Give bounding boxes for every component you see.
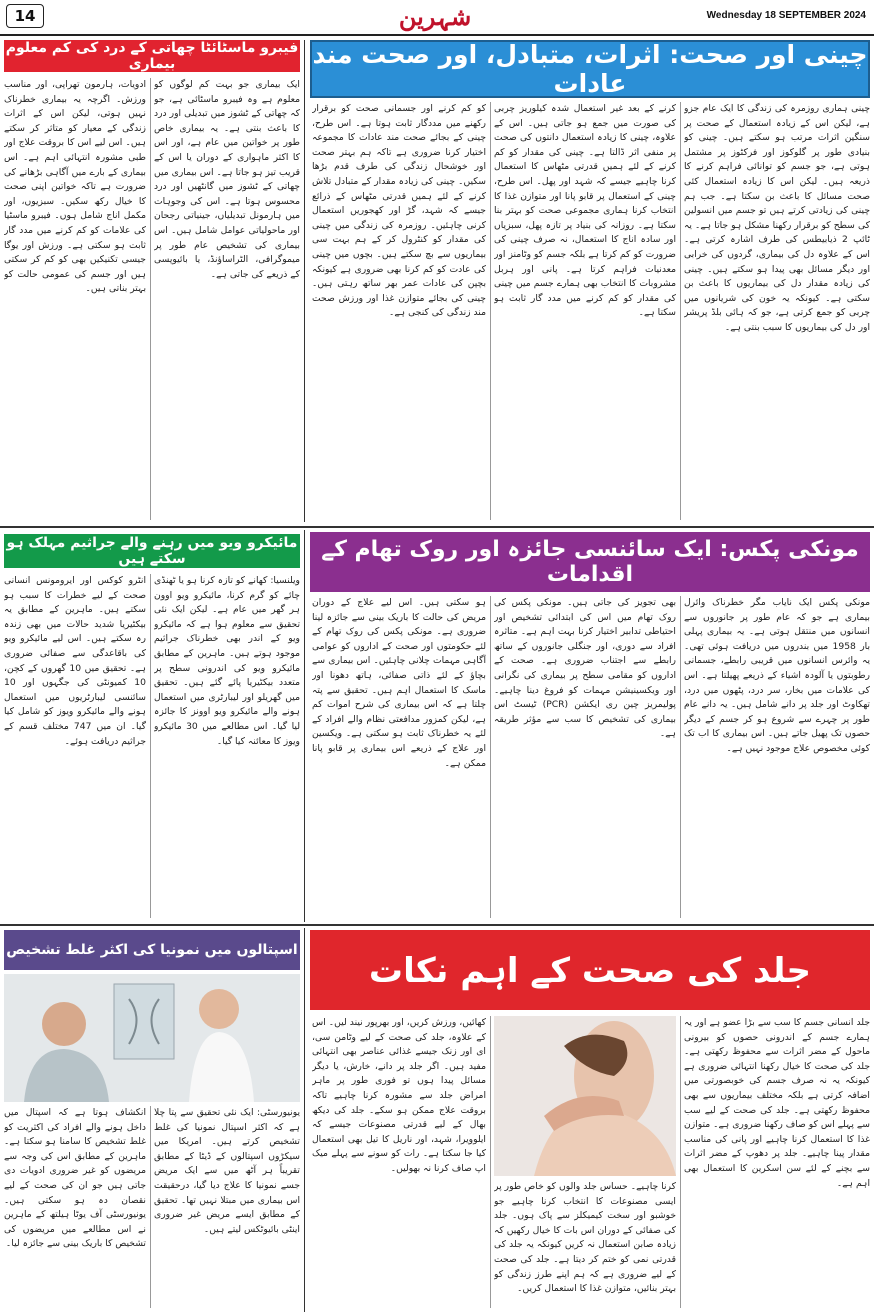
skin-headline-band [310, 930, 870, 1010]
pneumonia-column-2: انکشاف ہوتا ہے کہ اسپتال میں داخل ہونے والے افراد کی اکثریت کو غلط تشخیص کا سامنا ہو سکتا ہے۔ ماہرین کے مطابق اس کی وجہ سے مریضوں کو غیر ضروری ادویات دی جاتی ہیں جو ان کی صحت کے لیے نقصان دہ ہو سکتی ہیں۔ یونیورسٹی آف یوٹا ہیلتھ کے ماہرین نے اس مطالعے میں مریضوں کی تشخیص کا باریک بینی سے جائزہ لیا۔ [4, 1107, 146, 1250]
monkeypox-column-3: ہو سکتی ہیں۔ اس لیے علاج کے دوران مریض کی حالت کا باریک بینی سے جائزہ لینا ضروری ہے۔ مونکی پکس کی روک تھام کے لئے حکومتوں اور صحت کے اداروں کو عوامی آگاہی مہمات چلانی چاہئیں۔ اس بیماری سے بچاؤ کے لئے ذاتی صفائی، ہاتھ دھونا اور ماسک کا استعمال اہم ہیں۔ تحقیق سے پتہ چلتا ہے کہ اس بیماری کی شرح اموات کم ہے، لیکن کمزور مدافعتی نظام والے افراد کے لئے یہ خطرناک ثابت ہو سکتی ہے۔ ویکسین اور علاج کے ذریعے اس بیماری پر قابو پانا ممکن ہے۔ [312, 597, 486, 769]
divider [150, 1106, 151, 1308]
breast-headline-band [4, 40, 300, 72]
pneumonia-headline-band [4, 930, 300, 970]
breast-headline: فیبرو ماسٹائٹا چھاتی کے درد کی کم معلوم بیماری [5, 40, 299, 72]
breast-column-1: ایک بیماری جو بہت کم لوگوں کو معلوم ہے وہ فیبرو ماسٹائی ہے، جو کہ چھاتی کے ٹشوز میں تبدیلی اور درد کا باعث بنتی ہے۔ یہ بیماری خاص طور پر خواتین میں عام ہے، اور اس کا اکثر ماہواری کے دوران یا اس کے قریب تیز ہو جاتا ہے۔ اس بیماری میں چھاتی کے ٹشوز میں گانٹھیں اور درد محسوس ہوتا ہے۔ اس کی وجوہات میں ہارمونل تبدیلیاں، جینیاتی رجحان اور ماحولیاتی عوامل شامل ہیں۔ اس بیماری کی تشخیص عام طور پر میموگرافی، الٹراساؤنڈ، یا بائیوپسی کے ذریعے کی جاتی ہے۔ [154, 79, 300, 280]
pneumonia-headline: اسپتالوں میں نمونیا کی اکثر غلط تشخیص [6, 942, 298, 958]
divider [304, 40, 305, 522]
skin-column-1: جلد انسانی جسم کا سب سے بڑا عضو ہے اور یہ ہمارے جسم کے اندرونی حصوں کو بیرونی ماحول کے مضر اثرات سے محفوظ رکھتی ہے۔ جلد کی صحت کا خیال رکھنا انتہائی ضروری ہے کیونکہ یہ نہ صرف جسم کی خوبصورتی میں اضافہ کرتی ہے بلکہ مختلف بیماریوں سے بھی محفوظ رکھتی ہے۔ جلد کی صحت کے لیے سب سے پہلے اس کو صاف رکھنا ضروری ہے۔ متوازن غذا کا استعمال کرنا چاہیے اور پانی کی مناسب مقدار پینا چاہیے۔ جلد پر دھوپ کے مضر اثرات سے بچنے کے لئے سن اسکرین کا استعمال بھی اہم ہے۔ [684, 1017, 870, 1189]
divider [680, 596, 681, 918]
pneumonia-photo [4, 974, 300, 1102]
microbes-headline: مائیکرو ویو میں رہنے والے جراثیم مہلک ہو سکتے ہیں [6, 535, 298, 567]
page-header [0, 0, 874, 36]
monkeypox-column-2: بھی تجویز کی جاتی ہیں۔ مونکی پکس کی روک تھام میں اس کی ابتدائی تشخیص اور احتیاطی تدابیر اختیار کرنا بہت اہم ہے۔ متاثرہ افراد سے دوری، اور جنگلی جانوروں کے ساتھ رابطے سے اجتناب ضروری ہے۔ صحت کے اداروں کو مقامی سطح پر بیماری کی نگرانی اور ویکسینیشن مہمات کو فروغ دینا چاہیے۔ پولیمریز چین ری ایکشن (PCR) ٹیسٹ اس بیماری کی تشخیص کا سب سے مؤثر طریقہ ہے۔ [494, 597, 676, 740]
divider [680, 102, 681, 520]
sugar-column-3: کو کم کرنے اور جسمانی صحت کو برقرار رکھنے میں مددگار ثابت ہوتا ہے۔ اس طرح، چینی کے بجائے صحت مند عادات کا مجموعہ اختیار کرنا ضروری ہے تاکہ ہم بہتر صحت اور خوشحال زندگی کی طرف قدم بڑھا سکیں۔ چینی کی زیادہ مقدار کے متبادل تلاش کرنے کے لئے ہمیں قدرتی مٹھاس کے ذرائع جیسے کہ شہد، گڑ اور کھجوریں استعمال کرنی چاہئیں۔ روزمرہ کی زندگی میں چینی کی مقدار کو کنٹرول کر کے ہم بہت سی بیماریوں سے بچ سکتے ہیں۔ بچوں میں چینی کی عادت کو کم کرنا بھی ضروری ہے کیونکہ بچپن کی عادات عمر بھر ساتھ رہتی ہیں۔ چینی کی بجائے متوازن غذا اور ورزش صحت مند زندگی کی کنجی ہے۔ [312, 103, 486, 319]
microbes-column-2: انٹرو کوکس اور ایرومونس انسانی صحت کے لیے خطرات کا سبب ہو سکتے ہیں۔ ماہرین کے مطابق یہ بیکٹیریا شدید حالات میں بھی زندہ رہ سکتے ہیں۔ اس لیے مائیکرو ویو کی باقاعدگی سے صفائی ضروری ہے۔ تحقیق میں 10 گھروں کے کچن، 10 کمیونٹی کی جگہوں اور 10 سائنسی لیبارٹریوں میں استعمال ہونے والے مائیکرو ویوز کو شامل کیا گیا۔ ان میں 747 مختلف قسم کے جراثیم دریافت ہوئے۔ [4, 575, 146, 747]
monkeypox-headline: مونکی پکس: ایک سائنسی جائزہ اور روک تھام کے اقدامات [321, 537, 859, 587]
skin-column-3: کھائیں، ورزش کریں، اور بھرپور نیند لیں۔ اس کے علاوہ، جلد کی صحت کے لیے وٹامن سی، ای اور زنک جیسے غذائی عناصر بھی انتہائی مفید ہیں۔ اگر جلد پر دانے، خارش، یا دیگر مسائل پیدا ہوں تو فوری طور پر ماہر امراض جلد سے مشورہ کرنا چاہیے تاکہ بروقت علاج ممکن ہو سکے۔ جلد کی دیکھ بھال کے لیے قدرتی مصنوعات جیسے کہ ایلوویرا، شہد، اور ناریل کا تیل بھی استعمال کیا جا سکتا ہے۔ رات کو سونے سے پہلے میک اپ صاف کرنا نہ بھولیں۔ [312, 1017, 486, 1174]
monkeypox-column-1: مونکی پکس ایک نایاب مگر خطرناک وائرل بیماری ہے جو کہ عام طور پر جانوروں سے انسانوں میں منتقل ہوتی ہے۔ یہ بیماری پہلی بار 1958 میں بندروں میں دریافت ہوئی تھی۔ یہ وائرس انسانوں میں قریبی رابطے، جسمانی رطوبتوں یا آلودہ اشیاء کے ذریعے پھیلتا ہے۔ اس کی علامات میں بخار، سر درد، پٹھوں میں درد، تھکاوٹ اور جلد پر دانے شامل ہیں۔ یہ دانے عام طور پر چہرے سے شروع ہو کر جسم کے دیگر حصوں تک پھیل جاتے ہیں۔ اس بیماری کا اب تک کوئی مخصوص علاج موجود نہیں ہے۔ [684, 597, 870, 754]
divider [150, 574, 151, 918]
divider [680, 1016, 681, 1308]
divider [304, 928, 305, 1312]
skin-photo [494, 1016, 676, 1176]
divider [490, 102, 491, 520]
sugar-headline-band [310, 40, 870, 98]
divider [490, 1016, 491, 1308]
issue-date: Wednesday 18 SEPTEMBER 2024 [706, 10, 866, 21]
microbes-headline-band [4, 534, 300, 568]
sugar-headline: چینی اور صحت: اثرات، متبادل، اور صحت مند عادات [312, 40, 868, 98]
sugar-column-1: چینی ہماری روزمرہ کی زندگی کا ایک عام جزو ہے، لیکن اس کے زیادہ استعمال کے صحت پر سنگین اثرات مرتب ہو سکتے ہیں۔ چینی کو بنیادی طور پر گلوکوز اور فرکٹوز پر مشتمل ہوتی ہے، جو جسم کو توانائی فراہم کرنے کا ذریعہ ہیں۔ لیکن اس کا زیادہ استعمال کئی صحت مسائل کا باعث بن سکتا ہے۔ جب ہم چینی کی زیادتی کرتے ہیں تو جسم میں انسولین کی سطح کو برقرار رکھنا مشکل ہو جاتا ہے۔ یہ ٹائپ 2 ذیابیطس کی طرف اشارہ کرتی ہے۔ اس کے علاوہ دل کی بیماری، گردوں کی خرابی اور دیگر مسائل بھی پیدا ہو سکتے ہیں۔ چینی کی زیادہ مقدار دل کی بیماریوں کا باعث بن سکتی ہے۔ کیونکہ یہ خون کی شریانوں میں چربی کو جمع کرتی ہے، جو کہ ہائی بلڈ پریشر اور دل کی بیماریوں کا سبب بنتی ہے۔ [684, 103, 870, 333]
divider [304, 530, 305, 922]
masthead-logo: شہرین [398, 2, 472, 31]
page-number: 14 [6, 4, 44, 28]
microbes-column-1: ویلنسیا: کھانے کو تازہ کرنا ہو یا ٹھنڈی چائے کو گرم کرنا، مائیکرو ویو اوون ہر گھر میں عام ہے۔ لیکن ایک نئی تحقیق سے معلوم ہوا ہے کہ مائیکرو ویو کے اندر بھی خطرناک جراثیم موجود ہوتے ہیں۔ ماہرین کے مطابق مائیکرو ویو کی اندرونی سطح پر متعدد بیکٹیریا پائے گئے ہیں۔ تحقیق میں گھریلو اور لیبارٹری میں استعمال ہونے والے مائیکرو ویو اوونز کا جائزہ لیا گیا۔ اس مطالعے میں 30 مائیکرو ویوز کا معائنہ کیا گیا۔ [154, 575, 300, 747]
doctor-xray-patient-icon [4, 974, 300, 1102]
breast-column-2: ادویات، ہارمون تھراپی، اور مناسب ورزش۔ اگرچہ یہ بیماری خطرناک نہیں ہوتی، لیکن اس کے اثرات زندگی کے معیار کو متاثر کر سکتے ہیں۔ اس لیے اس کا بروقت علاج اور طبی مشورہ انتہائی اہم ہے۔ اس بیماری کے بارے میں آگاہی بڑھانے کی ضرورت ہے تاکہ خواتین اپنی صحت کا خیال رکھ سکیں۔ سبزیوں، اور مکمل اناج شامل ہوں۔ فیبرو ماسٹیا کی علامات کو کم کرنے میں مدد گار ثابت ہو سکتی ہے۔ ورزش اور یوگا جیسی تکنیکیں بھی کو کم کر سکتی ہیں اور جسم کی عمومی حالت کو بہتر بناتی ہیں۔ [4, 79, 146, 295]
skin-headline: جلد کی صحت کے اہم نکات [368, 950, 812, 991]
section-divider [0, 526, 874, 528]
divider [490, 596, 491, 918]
monkeypox-headline-band [310, 532, 870, 592]
pneumonia-column-1: یونیورسٹی: ایک نئی تحقیق سے پتا چلا ہے کہ اکثر اسپتال نمونیا کی غلط تشخیص کرتے ہیں۔ امریکا میں سیکڑوں اسپتالوں کے ڈیٹا کے مطابق تقریباً ہر آٹھ میں سے ایک مریض جسے نمونیا کا علاج دیا گیا، درحقیقت اس بیماری میں مبتلا نہیں تھا۔ تحقیق کے مطابق ایسے مریض غیر ضروری اینٹی بائیوٹکس لیتے ہیں۔ [154, 1107, 300, 1235]
skin-column-2: کرنا چاہیے۔ حساس جلد والوں کو خاص طور پر ایسی مصنوعات کا انتخاب کرنا چاہیے جو خوشبو اور سخت کیمیکلز سے پاک ہوں۔ جلد کی صفائی کے دوران اس بات کا خیال رکھیں کہ زیادہ صابن استعمال نہ کریں کیونکہ یہ جلد کی قدرتی نمی کو ختم کر دیتا ہے۔ جلد کی صحت کے لیے ضروری ہے کہ ہم اپنے طرز زندگی کو بہتر بنائیں، متوازن غذا کا استعمال کریں۔ [494, 1181, 676, 1295]
section-divider [0, 924, 874, 926]
sugar-column-2: کرنے کے بعد غیر استعمال شدہ کیلوریز چربی کی صورت میں جمع ہو جاتی ہیں۔ اس کے علاوہ، چینی کا زیادہ استعمال دانتوں کی صحت پر منفی اثر ڈالتا ہے۔ چینی کی مقدار کو کم کرنے کے لئے ہمیں قدرتی مٹھاس کا استعمال کرنا چاہیے جیسے کہ شہد اور پھل۔ اس طرح، چینی کے استعمال پر قابو پانا اور متوازن غذا کا انتخاب کرنا ہماری مجموعی صحت کو بہتر بنا سکتا ہے۔ روزانہ کی بنیاد پر تازہ پھل، سبزیاں اور سادہ اناج کا استعمال، نہ صرف چینی کی ضرورت کو کم کرتا ہے بلکہ جسم کو وٹامنز اور معدنیات فراہم کرتا ہے۔ پانی اور ہربل مشروبات کا انتخاب بھی ہمارے جسم میں چینی کی مقدار کو کم کرنے میں مدد گار ثابت ہو سکتا ہے۔ [494, 103, 676, 319]
divider [150, 78, 151, 520]
woman-touching-shoulder-icon [494, 1016, 676, 1176]
